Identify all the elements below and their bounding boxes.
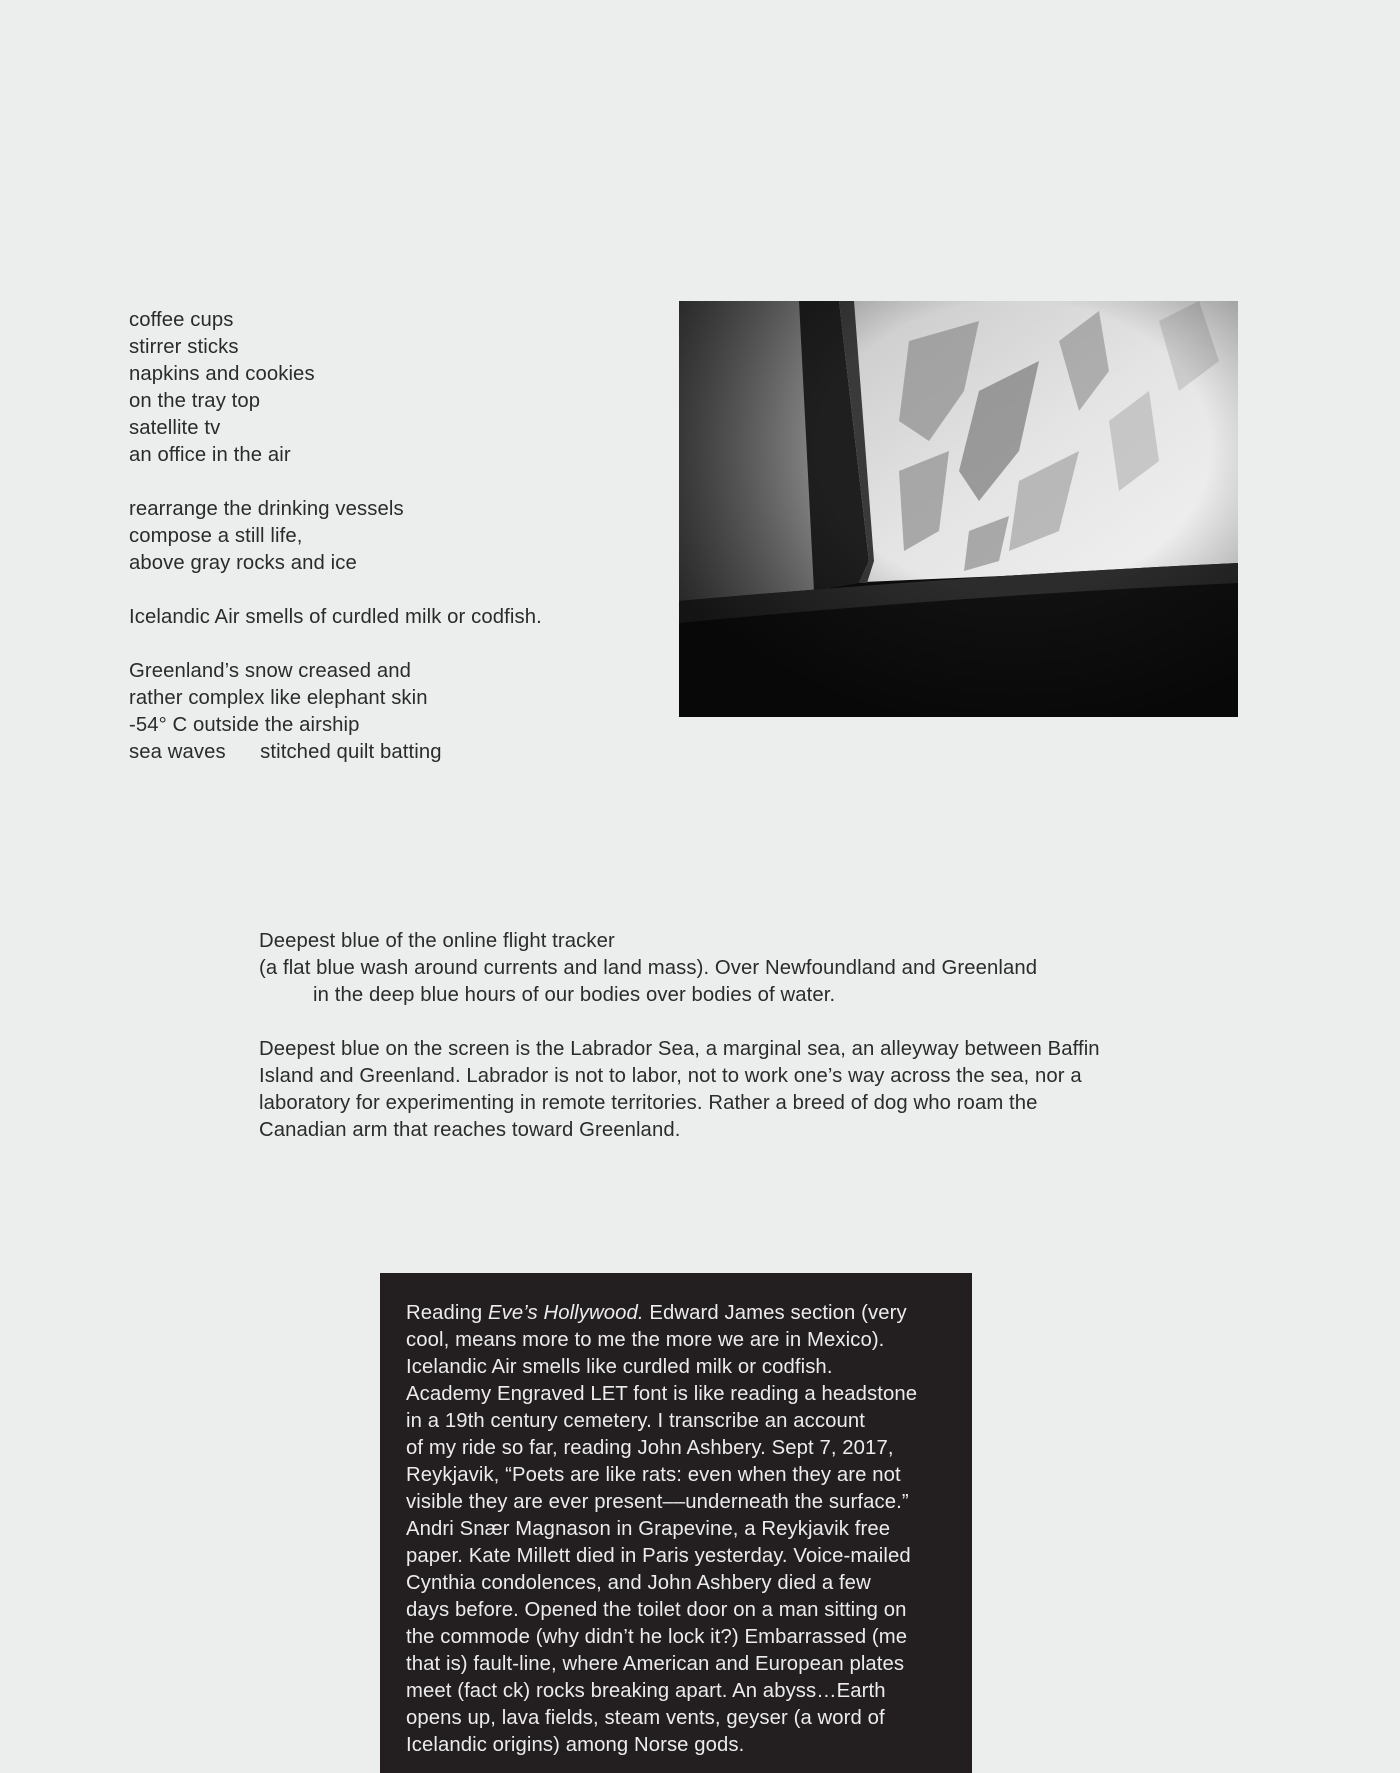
journal-line: Icelandic origins) among Norse gods. — [406, 1734, 745, 1756]
poem-stanza — [129, 604, 649, 631]
poem-line: on the tray top — [129, 390, 261, 412]
poem-line: an office in the air — [129, 444, 291, 466]
prose-line: Deepest blue of the online flight tracker — [259, 930, 615, 952]
poem-line: napkins and cookies — [129, 363, 315, 385]
prose-paragraph: Deepest blue on the screen is the Labrador Sea, a marginal sea, an alleyway between Baffin Island and Greenland. Labrador is not to labor, not to work one’s way across the sea, nor a laboratory for experimenting in remote territories. Rather a breed of dog who roam the Canadian arm that reaches toward Greenland. — [259, 1038, 1100, 1141]
poem-line: sea waves stitched quilt batting — [129, 741, 442, 763]
poem-line: stirrer sticks — [129, 336, 239, 358]
journal-line-rest: Edward James section (very — [643, 1302, 907, 1324]
airplane-window-photo-icon — [679, 301, 1238, 717]
journal-line: of my ride so far, reading John Ashbery. Sept 7, 2017, — [406, 1437, 894, 1459]
journal-line: Academy Engraved LET font is like reading a headstone — [406, 1383, 918, 1405]
poem-line: above gray rocks and ice — [129, 552, 357, 574]
poem-stanza — [129, 496, 649, 577]
prose-paragraph — [259, 928, 1119, 1009]
journal-line: days before. Opened the toilet door on a man sitting on — [406, 1599, 907, 1621]
prose-line-indented: in the deep blue hours of our bodies over bodies of water. — [313, 984, 836, 1006]
journal-box — [380, 1273, 972, 1773]
poem — [129, 307, 649, 793]
poem-stanza — [129, 658, 649, 766]
poem-stanza — [129, 307, 649, 469]
journal-line: the commode (why didn’t he lock it?) Embarrassed (me — [406, 1626, 908, 1648]
book-title: Eve’s Hollywood. — [487, 1302, 644, 1324]
prose-section — [259, 928, 1119, 1171]
journal-line: cool, means more to me the more we are in Mexico). — [406, 1329, 885, 1351]
journal-line: visible they are ever present––underneath the surface.” — [406, 1491, 909, 1513]
poem-line: rearrange the drinking vessels — [129, 498, 404, 520]
journal-line: Icelandic Air smells like curdled milk or codfish. — [406, 1356, 833, 1378]
journal-text — [380, 1273, 972, 1759]
journal-line: opens up, lava fields, steam vents, geyser (a word of — [406, 1707, 885, 1729]
poem-line: Greenland’s snow creased and — [129, 660, 412, 682]
journal-line — [406, 1300, 946, 1327]
poem-line: coffee cups — [129, 309, 234, 331]
journal-line: that is) fault-line, where American and European plates — [406, 1653, 905, 1675]
journal-line: in a 19th century cemetery. I transcribe an account — [406, 1410, 866, 1432]
prose-line: (a flat blue wash around currents and land mass). Over Newfoundland and Greenland — [259, 957, 1038, 979]
journal-line: paper. Kate Millett died in Paris yesterday. Voice-mailed — [406, 1545, 911, 1567]
poem-line: -54° C outside the airship — [129, 714, 360, 736]
journal-line: meet (fact ck) rocks breaking apart. An abyss…Earth — [406, 1680, 886, 1702]
journal-line: Andri Snær Magnason in Grapevine, a Reykjavik free — [406, 1518, 891, 1540]
airplane-window-photo — [679, 301, 1238, 717]
journal-line: Reykjavik, “Poets are like rats: even when they are not — [406, 1464, 901, 1486]
poem-line: compose a still life, — [129, 525, 303, 547]
journal-line: Cynthia condolences, and John Ashbery died a few — [406, 1572, 871, 1594]
poem-line: satellite tv — [129, 417, 221, 439]
journal-lead: Reading — [406, 1302, 488, 1324]
poem-line: Icelandic Air smells of curdled milk or codfish. — [129, 606, 542, 628]
poem-line: rather complex like elephant skin — [129, 687, 428, 709]
